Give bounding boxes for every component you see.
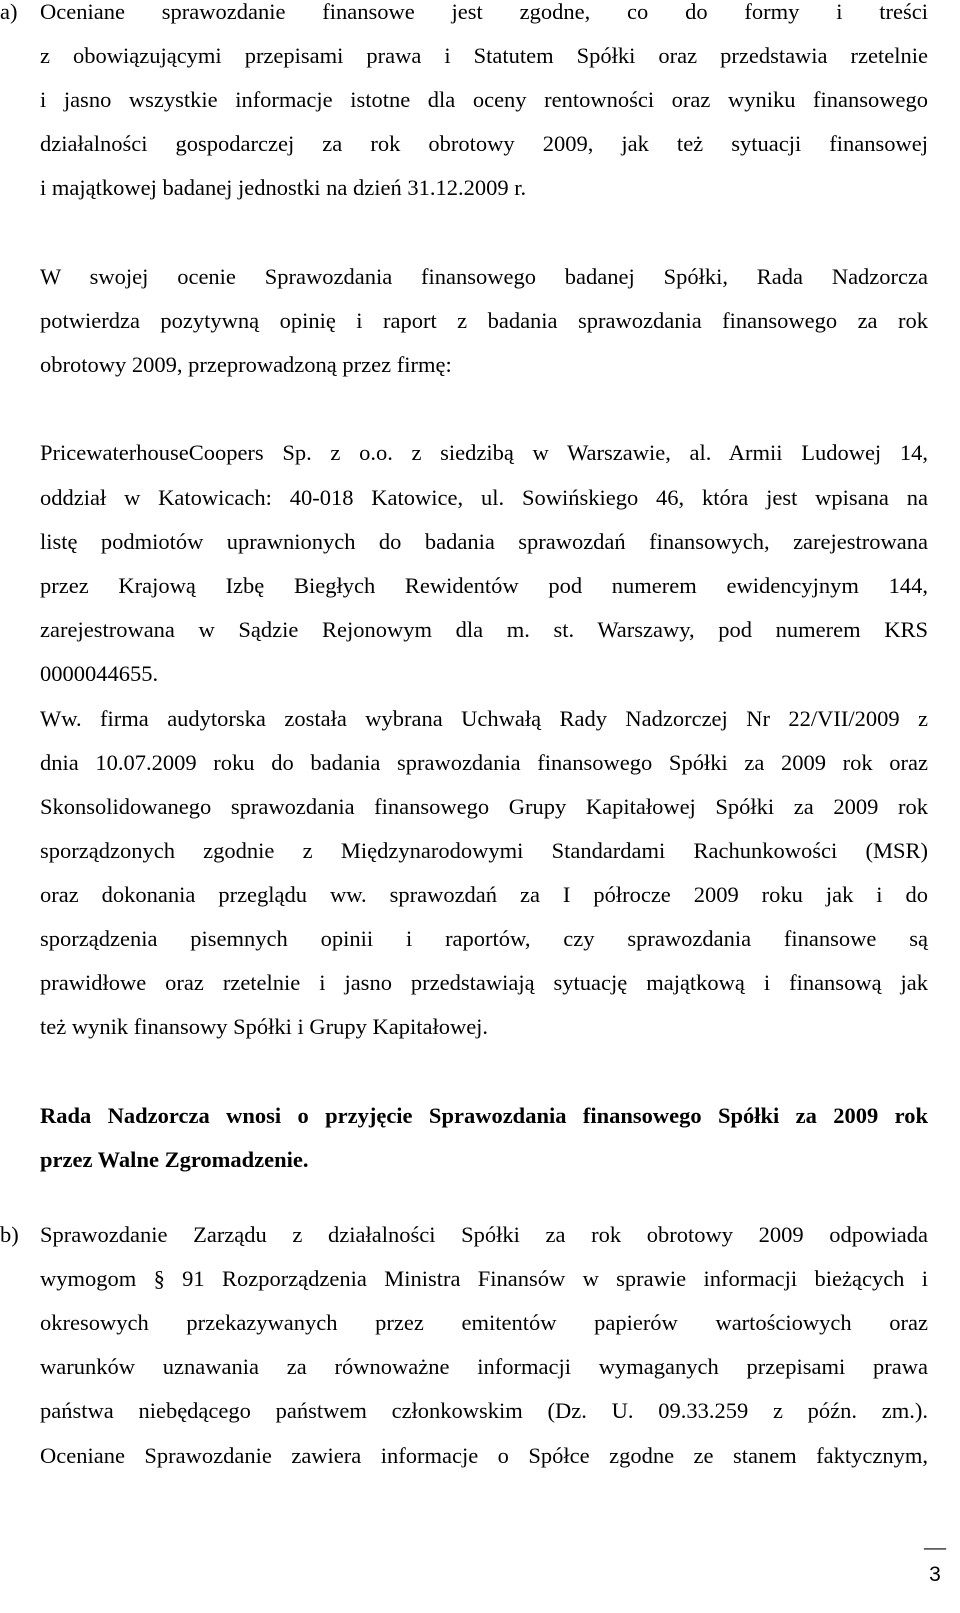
opinion-line: obrotowy 2009, przeprowadzoną przez firmę:	[40, 352, 452, 377]
selection-line: oraz dokonania przeglądu ww. sprawozdań za I półrocze 2009 roku jak i do	[40, 882, 928, 907]
motion-line: przez Walne Zgromadzenie.	[40, 1147, 309, 1172]
selection-line: dnia 10.07.2009 roku do badania sprawozdania finansowego Spółki za 2009 rok oraz	[40, 750, 928, 775]
item-a-marker: a)	[0, 0, 18, 24]
selection-line: też wynik finansowy Spółki i Grupy Kapitałowej.	[40, 1014, 489, 1039]
motion-line: Rada Nadzorcza wnosi o przyjęcie Sprawozdania finansowego Spółki za 2009 rok	[40, 1103, 928, 1128]
item-a-line: działalności gospodarczej za rok obrotowy 2009, jak też sytuacji finansowej	[40, 131, 928, 156]
footer-dash: —	[924, 1534, 946, 1559]
selection-line: Ww. firma audytorska została wybrana Uchwałą Rady Nadzorczej Nr 22/VII/2009 z	[40, 706, 928, 731]
auditor-line: przez Krajową Izbę Biegłych Rewidentów pod numerem ewidencyjnym 144,	[40, 573, 928, 598]
item-a-line: Oceniane sprawozdanie finansowe jest zgodne, co do formy i treści	[40, 0, 928, 24]
auditor-line: PricewaterhouseCoopers Sp. z o.o. z siedzibą w Warszawie, al. Armii Ludowej 14,	[40, 440, 928, 465]
item-b-line: warunków uznawania za równoważne informacji wymaganych przepisami prawa	[40, 1354, 928, 1379]
item-b-marker: b)	[0, 1222, 19, 1247]
item-b-line: okresowych przekazywanych przez emitentów papierów wartościowych oraz	[40, 1310, 928, 1335]
item-b-line: Sprawozdanie Zarządu z działalności Spółki za rok obrotowy 2009 odpowiada	[40, 1222, 928, 1247]
auditor-line: zarejestrowana w Sądzie Rejonowym dla m. st. Warszawy, pod numerem KRS	[40, 617, 928, 642]
opinion-line: potwierdza pozytywną opinię i raport z badania sprawozdania finansowego za rok	[40, 308, 928, 333]
auditor-line: oddział w Katowicach: 40-018 Katowice, ul. Sowińskiego 46, która jest wpisana na	[40, 485, 928, 510]
item-b-line: wymogom § 91 Rozporządzenia Ministra Finansów w sprawie informacji bieżących i	[40, 1266, 928, 1291]
selection-line: sporządzonych zgodnie z Międzynarodowymi Standardami Rachunkowości (MSR)	[40, 838, 928, 863]
selection-line: sporządzenia pisemnych opinii i raportów, czy sprawozdania finansowe są	[40, 926, 928, 951]
page-footer	[920, 1536, 950, 1592]
opinion-line: W swojej ocenie Sprawozdania finansowego badanej Spółki, Rada Nadzorcza	[40, 264, 928, 289]
item-a-line: z obowiązującymi przepisami prawa i Statutem Spółki oraz przedstawia rzetelnie	[40, 43, 928, 68]
selection-line: Skonsolidowanego sprawozdania finansowego Grupy Kapitałowej Spółki za 2009 rok	[40, 794, 928, 819]
item-b-line: Oceniane Sprawozdanie zawiera informacje o Spółce zgodne ze stanem faktycznym,	[40, 1443, 928, 1468]
page-number: 3	[929, 1563, 941, 1586]
auditor-line: 0000044655.	[40, 661, 159, 686]
item-b-line: państwa niebędącego państwem członkowskim (Dz. U. 09.33.259 z późn. zm.).	[40, 1398, 928, 1423]
selection-line: prawidłowe oraz rzetelnie i jasno przedstawiają sytuację majątkową i finansową jak	[40, 970, 928, 995]
auditor-line: listę podmiotów uprawnionych do badania sprawozdań finansowych, zarejestrowana	[40, 529, 928, 554]
item-a-line: i majątkowej badanej jednostki na dzień 31.12.2009 r.	[40, 175, 527, 200]
item-a-line: i jasno wszystkie informacje istotne dla oceny rentowności oraz wyniku finansowego	[40, 87, 928, 112]
